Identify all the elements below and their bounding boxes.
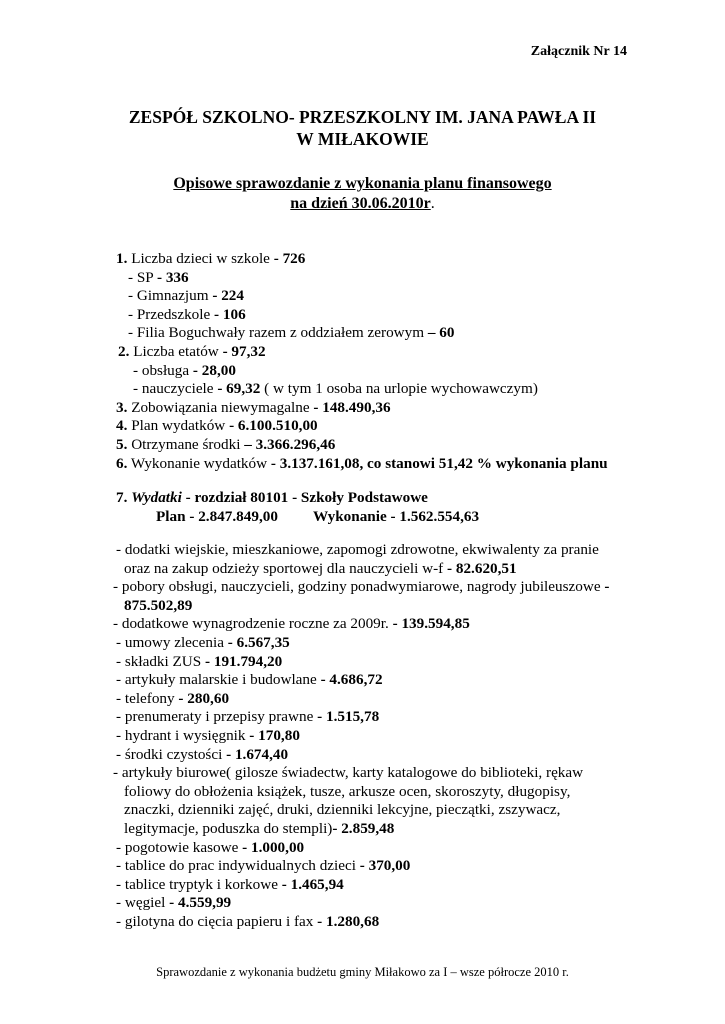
- expense-14: - tablice tryptyk i korkowe - 1.465,94: [116, 875, 344, 893]
- expense-6: - artykuły malarskie i budowlane - 4.686,72: [116, 671, 383, 689]
- item-1-przed: - Przedszkole - 106: [128, 305, 246, 323]
- item-6: 6. Wykonanie wydatków - 3.137.161,08, co stanowi 51,42 % wykonania planu: [116, 454, 608, 472]
- expense-2: - pobory obsługi, nauczycieli, godziny ponadwymiarowe, nagrody jubileuszowe -: [113, 578, 610, 596]
- item-4: 4. Plan wydatków - 6.100.510,00: [116, 417, 318, 435]
- expense-2-cont: 875.502,89: [124, 596, 193, 614]
- expense-11-cont-1: foliowy do obłożenia książek, tusze, arkusze ocen, skoroszyty, długopisy,: [124, 782, 571, 800]
- item-2: 2. Liczba etatów - 97,32: [118, 343, 266, 360]
- document-title: [0, 106, 725, 150]
- expense-5: - składki ZUS - 191.794,20: [116, 652, 283, 670]
- expense-16: - gilotyna do cięcia papieru i fax - 1.280,68: [116, 913, 380, 930]
- item-1-gim: - Gimnazjum - 224: [128, 287, 244, 305]
- expense-12: - pogotowie kasowe - 1.000,00: [116, 838, 305, 856]
- title-line-1: ZESPÓŁ SZKOLNO- PRZESZKOLNY IM. JANA PAWŁA II: [128, 107, 597, 127]
- title-line-2: W MIŁAKOWIE: [296, 129, 429, 149]
- expense-13: - tablice do prac indywidualnych dzieci - 370,00: [116, 857, 411, 875]
- expense-4: - umowy zlecenia - 6.567,35: [116, 634, 290, 651]
- item-1: 1. Liczba dzieci w szkole - 726: [116, 250, 306, 267]
- item-1-filia: - Filia Boguchwały razem z oddziałem zerowym – 60: [128, 324, 455, 342]
- subtitle-suffix: .: [430, 195, 435, 212]
- page-footer: Sprawozdanie z wykonania budżetu gminy Miłakowo za I – wsze półrocze 2010 r.: [156, 965, 569, 979]
- annex-label: Załącznik Nr 14: [530, 44, 627, 59]
- expense-11: - artykuły biurowe( gilosze świadectw, karty katalogowe do biblioteki, rękaw: [113, 764, 584, 782]
- item-5: 5. Otrzymane środki – 3.366.296,46: [116, 436, 336, 453]
- subtitle-line-1: Opisowe sprawozdanie z wykonania planu finansowego: [173, 175, 552, 192]
- expense-1-cont: oraz na zakup odzieży sportowej dla nauczycieli w-f - 82.620,51: [124, 559, 517, 577]
- item-7-plan: Plan - 2.847.849,00: [156, 507, 278, 525]
- subtitle-line-2: na dzień 30.06.2010r: [290, 195, 431, 212]
- expense-11-cont-3: legitymacje, poduszka do stempli)- 2.859,48: [124, 820, 395, 837]
- item-1-sp: - SP - 336: [128, 268, 189, 286]
- item-2-obsluga: - obsługa - 28,00: [133, 361, 236, 379]
- item-7: 7. Wydatki - rozdział 80101 - Szkoły Podstawowe: [116, 489, 428, 506]
- expense-8: - prenumeraty i przepisy prawne - 1.515,78: [116, 708, 380, 726]
- item-3: 3. Zobowiązania niewymagalne - 148.490,36: [116, 398, 391, 416]
- document-subtitle: [0, 174, 725, 214]
- item-2-nauczyciele: - nauczyciele - 69,32 ( w tym 1 osoba na urlopie wychowawczym): [133, 380, 538, 398]
- expense-1: - dodatki wiejskie, mieszkaniowe, zapomogi zdrowotne, ekwiwalenty za pranie: [116, 541, 599, 558]
- expense-15: - węgiel - 4.559,99: [116, 894, 232, 912]
- expense-10: - środki czystości - 1.674,40: [116, 745, 289, 763]
- item-7-exec: Wykonanie - 1.562.554,63: [313, 507, 480, 525]
- expense-7: - telefony - 280,60: [116, 689, 230, 707]
- expense-3: - dodatkowe wynagrodzenie roczne za 2009r. - 139.594,85: [113, 615, 470, 633]
- expense-9: - hydrant i wysięgnik - 170,80: [116, 727, 300, 744]
- expense-11-cont-2: znaczki, dzienniki zajęć, druki, dzienniki lekcyjne, pieczątki, zszywacz,: [124, 801, 561, 819]
